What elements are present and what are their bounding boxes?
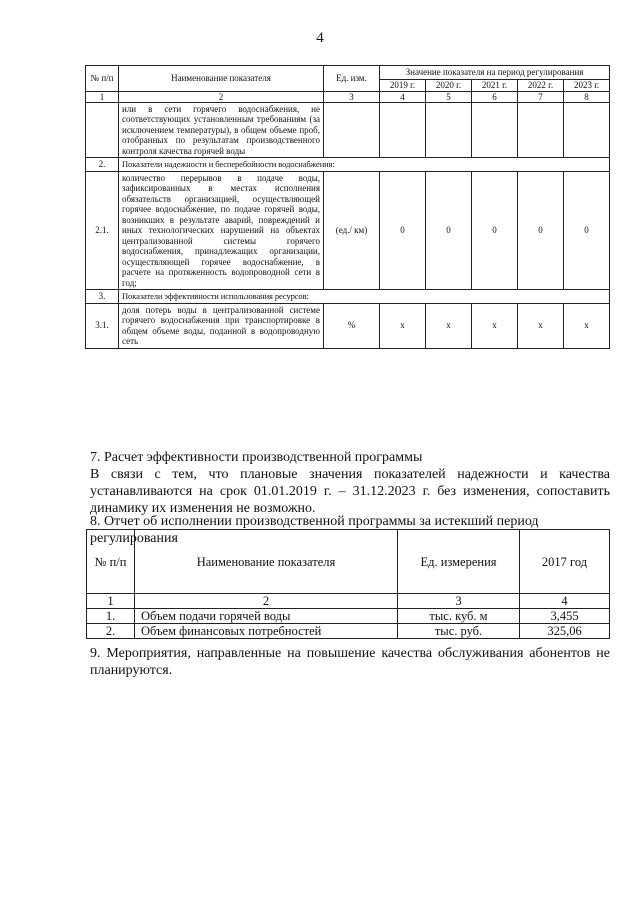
header-unit: Ед. изм. <box>324 66 380 92</box>
indicators-table <box>85 65 610 349</box>
report-header-unit: Ед. измерения <box>398 530 520 594</box>
section-row-2 <box>86 158 610 172</box>
report-row1-unit: тыс. куб. м <box>398 609 520 624</box>
section8-heading: 8. Отчет об исполнении производственной программы за истекший период регулирования <box>90 514 539 546</box>
report-row1-name: Объем подачи горячей воды <box>135 609 398 624</box>
report-colnum-1: 1 <box>87 594 135 609</box>
table-row <box>87 609 610 624</box>
row21-value-2020: 0 <box>426 171 472 290</box>
colnum-1: 1 <box>86 91 119 102</box>
header-year-2021: 2021 г. <box>472 80 518 92</box>
report-row2-unit: тыс. руб. <box>398 624 520 639</box>
row21-unit: (ед./ км) <box>324 171 380 290</box>
row21-value-2021: 0 <box>472 171 518 290</box>
colnum-3: 3 <box>324 91 380 102</box>
report-header-num: № п/п <box>87 530 135 594</box>
header-num: № п/п <box>86 66 119 92</box>
row21-value-2022: 0 <box>518 171 564 290</box>
report-row1-num: 1. <box>87 609 135 624</box>
page-number: 4 <box>316 30 324 46</box>
header-year-2023: 2023 г. <box>564 80 610 92</box>
report-row2-value: 325,06 <box>520 624 610 639</box>
report-header-name: Наименование показателя <box>135 530 398 594</box>
report-table <box>86 529 610 639</box>
row31-value-2021: x <box>472 303 518 348</box>
row21-num: 2.1. <box>86 171 119 290</box>
header-name: Наименование показателя <box>119 66 324 92</box>
section7-text: В связи с тем, что плановые значения показателей надежности и качества устанавливаются на срок 01.01.2019 г. – 31.12.2023 г. без изменения, сопоставить динамику их изменения не возможно. <box>90 467 610 516</box>
table-row-continued <box>86 102 610 158</box>
report-colnum-3: 3 <box>398 594 520 609</box>
colnum-2: 2 <box>119 91 324 102</box>
section9-text: 9. Мероприятия, направленные на повышение качества обслуживания абонентов не планируются. <box>90 646 610 678</box>
header-values: Значение показателя на период регулирования <box>380 66 610 80</box>
row31-value-2019: x <box>380 303 426 348</box>
row31-num: 3.1. <box>86 303 119 348</box>
report-colnum-4: 4 <box>520 594 610 609</box>
colnum-7: 7 <box>518 91 564 102</box>
section2-num: 2. <box>86 158 119 172</box>
report-row2-name: Объем финансовых потребностей <box>135 624 398 639</box>
header-year-2019: 2019 г. <box>380 80 426 92</box>
section-row-3 <box>86 290 610 304</box>
section2-title: Показатели надежности и бесперебойности водоснабжения: <box>119 158 610 172</box>
section7-heading: 7. Расчет эффективности производственной программы <box>90 450 423 465</box>
section3-title: Показатели эффективности использования ресурсов: <box>119 290 610 304</box>
row31-value-2022: x <box>518 303 564 348</box>
report-row1-value: 3,455 <box>520 609 610 624</box>
colnum-6: 6 <box>472 91 518 102</box>
report-header-year: 2017 год <box>520 530 610 594</box>
report-row2-num: 2. <box>87 624 135 639</box>
header-year-2022: 2022 г. <box>518 80 564 92</box>
table-row <box>87 624 610 639</box>
table-row-3-1 <box>86 303 610 348</box>
row31-value-2023: x <box>564 303 610 348</box>
report-colnum-2: 2 <box>135 594 398 609</box>
table-row-2-1 <box>86 171 610 290</box>
header-year-2020: 2020 г. <box>426 80 472 92</box>
row21-value-2019: 0 <box>380 171 426 290</box>
row31-value-2020: x <box>426 303 472 348</box>
continued-row-text: или в сети горячего водоснабжения, не соответствующих установленным требованиям (за исключением температуры), в общем объеме проб, отобранных по результатам производственного контроля качества горячей воды <box>119 102 324 158</box>
row31-unit: % <box>324 303 380 348</box>
row21-value-2023: 0 <box>564 171 610 290</box>
section3-num: 3. <box>86 290 119 304</box>
colnum-8: 8 <box>564 91 610 102</box>
colnum-4: 4 <box>380 91 426 102</box>
row21-text: количество перерывов в подаче воды, зафиксированных в местах исполнения обязательств организацией, осуществляющей горячее водоснабжение, по подаче горячей воды, возникших в результате аварий, повреждений и иных технологических нарушений на объектах централизованной системы горячего водоснабжения, принадлежащих организации, осуществляющей горячее водоснабжение, в расчете на протяженность водопроводной сети в год; <box>119 171 324 290</box>
colnum-5: 5 <box>426 91 472 102</box>
row31-text: доля потерь воды в централизованной системе горячего водоснабжения при транспортировке в общем объеме воды, поданной в водопроводную сеть <box>119 303 324 348</box>
